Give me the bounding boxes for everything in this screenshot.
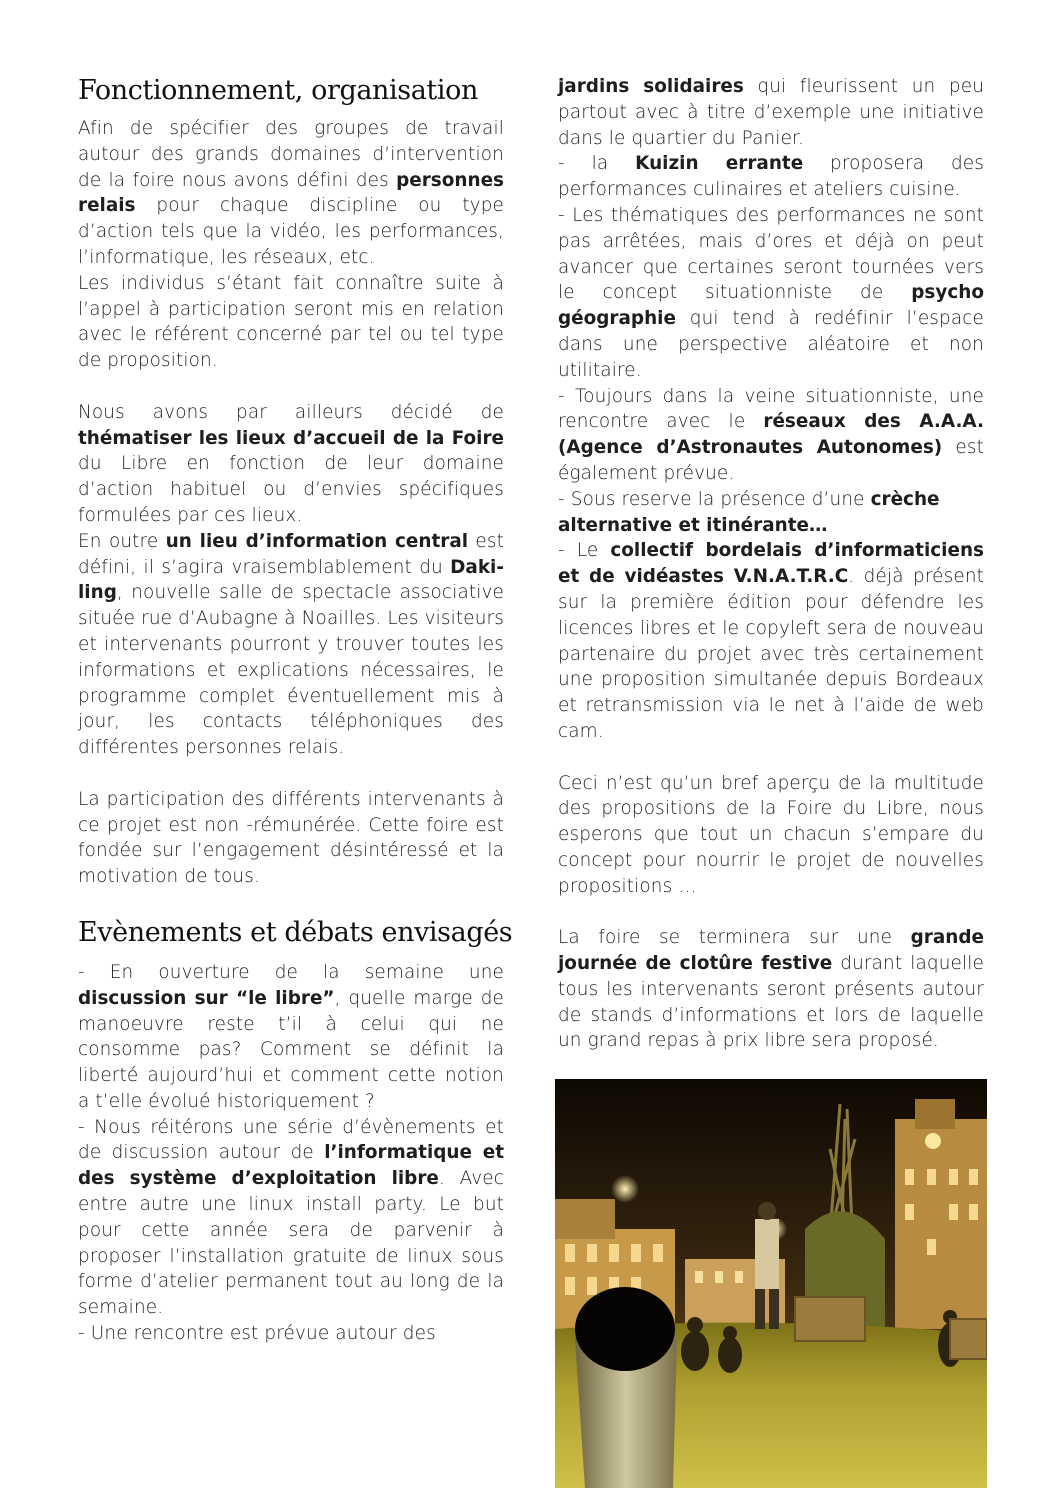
highlight-jardins-solidaires: jardins solidaires	[558, 76, 744, 97]
paragraph-vnatrc: - Le collectif bordelais d’informaticiens et de vidéastes V.N.A.T.R.C. déjà présent sur la première édition pour défendre les licences libres et le copyleft sera de nouveau partenaire du projet avec très certainement une proposition simultanée depuis Bordeaux et retransmission via le net à l’aide de web cam.	[558, 540, 984, 742]
highlight-informatique: l’informatique et des système d’exploitation libre	[78, 1142, 504, 1190]
paragraph-rencontre: - Une rencontre est prévue autour des	[78, 1323, 436, 1345]
night-festival-photo	[555, 1079, 987, 1488]
highlight-thematiser: thématiser les lieux d’accueil de la Foire	[78, 427, 504, 449]
left-column	[78, 66, 513, 1347]
highlight-collectif-bordelais: collectif bordelais d’informaticiens et de vidéastes V.N.A.T.R.C	[558, 540, 984, 588]
highlight-personnes-relais: personnes relais	[78, 169, 504, 217]
paragraph-appel-participation: Les individus s’étant fait connaître suite à l’appel à participation seront mis en relation avec le référent concerné par tel ou tel type de proposition.	[78, 272, 504, 372]
paragraph-thematiser: Nous avons par ailleurs décidé de thématiser les lieux d’accueil de la Foire du Libre en fonction de leur domaine d’action habituel ou d’envies spécifiques formulées par ces lieux.	[78, 401, 504, 526]
paragraph-kuizin: - la Kuizin errante proposera des performances culinaires et ateliers cuisine.	[558, 153, 984, 201]
paragraph-informatique: - Nous réitérons une série d’évènements et de discussion autour de l’informatique et des système d’exploitation libre. Avec entre autre une linux install party. Le but pour cette année sera de parvenir à proposer l’installation gratuite de linux sous forme d’atelier permanent tout au long de la semaine.	[78, 1116, 504, 1319]
paragraph-cloture: La foire se terminera sur une grande journée de clotûre festive durant laquelle tous les intervenants seront présents autour de stands d’informations et lors de laquelle un grand repas à prix libre sera proposé.	[558, 927, 984, 1052]
highlight-lieu-information: un lieu d’information central	[165, 530, 469, 552]
paragraph-lieu-information: En outre un lieu d’information central est défini, il s’agira vraisemblablement du Daki-ling, nouvelle salle de spectacle associative située rue d’Aubagne à Noailles. Les visiteurs et intervenants pourront y trouver toutes les informations et explications nécessaires, le programme complet éventuellement mis à jour, les contacts téléphoniques des différentes personnes relais.	[78, 530, 504, 759]
right-column	[558, 74, 984, 1054]
paragraph-personnes-relais: Afin de spécifier des groupes de travail autour des grands domaines d’intervention de la foire nous avons défini des personnes relais pour chaque discipline ou type d’action tels que la vidéo, les performances, l’informatique, les réseaux, etc.	[78, 118, 504, 268]
section-heading-evenements: Evènements et débats envisagés	[78, 916, 513, 948]
paragraph-apercu: Ceci n’est qu’un bref aperçu de la multitude des propositions de la Foire du Libre, nous esperons que tout un chacun s’empare du concept pour nourrir le projet de nouvelles propositions …	[558, 772, 984, 897]
paragraph-participation: La participation des différents intervenants à ce projet est non -rémunérée. Cette foire est fondée sur l’engagement désintéressé et la motivation de tous.	[78, 788, 504, 888]
highlight-discussion-libre: discussion sur “le libre”	[78, 987, 335, 1009]
highlight-creche: crèche alternative et itinérante…	[558, 488, 940, 536]
paragraph-psycho-geographie: - Les thématiques des performances ne sont pas arrêtées, mais d’ores et déjà on peut avancer que certaines seront tournées vers le concept situationniste de psycho géographie qui tend à redéfinir l’espace dans une perspective aléatoire et non utilitaire.	[558, 204, 984, 381]
paragraph-aaa: - Toujours dans la veine situationniste, une rencontre avec le réseaux des A.A.A. (Agence d’Astronautes Autonomes) est également prévue.	[558, 385, 984, 484]
highlight-daki-ling: Daki-ling	[78, 556, 504, 604]
paragraph-jardins: jardins solidaires qui fleurissent un peu partout avec à titre d’exemple une initiative dans le quartier du Panier.	[558, 76, 985, 149]
paragraph-discussion-libre: - En ouverture de la semaine une discussion sur “le libre”, quelle marge de manoeuvre reste t’il à celui qui ne consomme pas? Comment se définit la liberté aujourd’hui et comment cette notion a t’elle évolué historiquement ?	[78, 961, 504, 1112]
paragraph-creche: - Sous reserve la présence d’une crèche alternative et itinérante…	[558, 488, 940, 536]
section-heading-organisation: Fonctionnement, organisation	[78, 75, 478, 106]
highlight-reseaux-aaa: réseaux des A.A.A. (Agence d’Astronautes Autonomes)	[558, 411, 984, 459]
highlight-journee-cloture: grande journée de clotûre festive	[558, 927, 984, 975]
highlight-psycho-geographie: psycho géographie	[558, 282, 984, 330]
highlight-kuizin-errante: Kuizin errante	[635, 153, 804, 175]
